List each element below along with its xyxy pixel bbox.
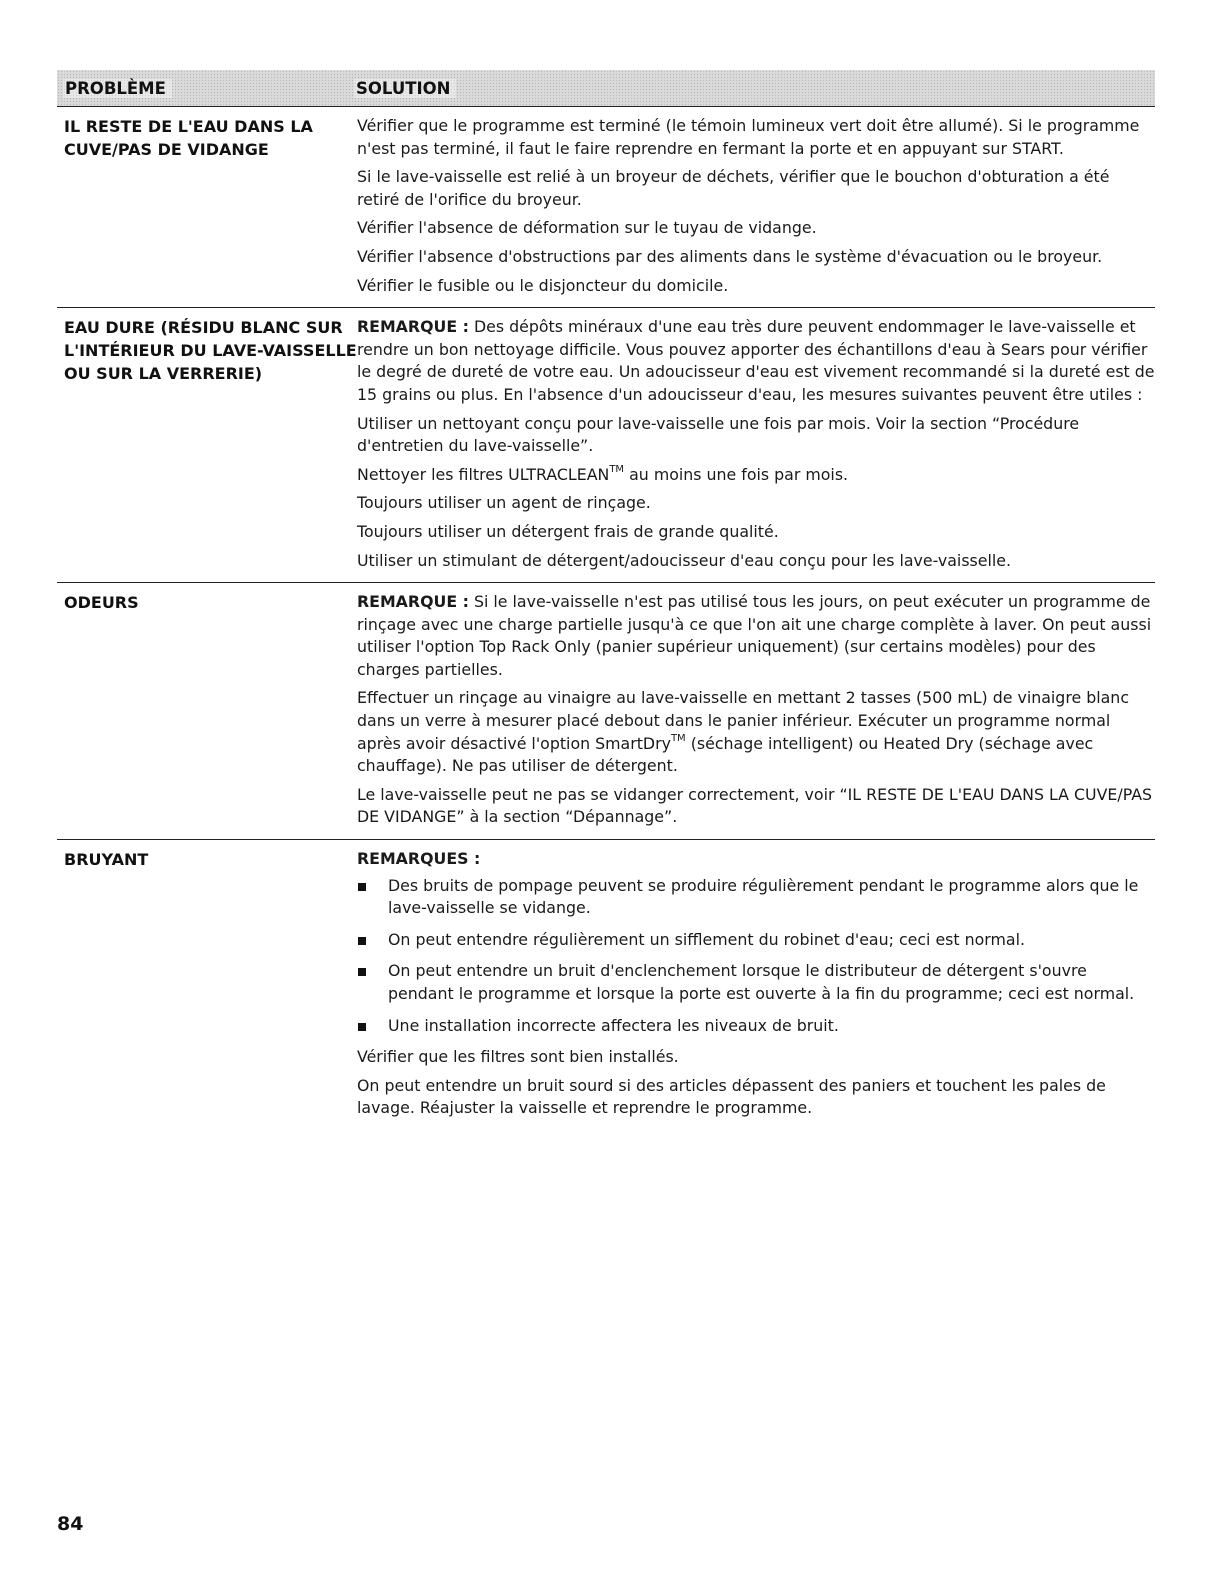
table-row (57, 308, 1155, 583)
trademark-mark: TM (609, 464, 625, 476)
solution-text: Le lave-vaisselle peut ne pas se vidanger correctement, voir “IL RESTE DE L'EAU DANS LA CUVE/PAS DE VIDANGE” à la section “Dépannage”. (357, 784, 1153, 827)
solution-cell (357, 316, 1155, 572)
list-item: On peut entendre régulièrement un sifflement du robinet d'eau; ceci est normal. (357, 929, 1155, 952)
header-problem: PROBLÈME (63, 79, 172, 98)
note-label: REMARQUE : (357, 592, 469, 612)
solution-text: Toujours utiliser un détergent frais de grande qualité. (357, 521, 779, 541)
solution-text (357, 464, 1155, 487)
solution-text: Vérifier que le programme est terminé (le témoin lumineux vert doit être allumé). Si le programme n'est pas terminé, il faut le faire reprendre en fermant la porte et en appuyant sur START. (357, 116, 1140, 158)
solution-text-part: au moins une fois par mois. (624, 464, 849, 484)
problem-cell: ODEURS (64, 593, 139, 613)
solution-cell (357, 591, 1155, 829)
solution-text-part: Nettoyer les filtres ULTRACLEAN (357, 464, 610, 484)
table-row (57, 840, 1155, 1130)
note-text: Des dépôts minéraux d'une eau très dure peuvent endommager le lave-vaisselle et rendre un bon nettoyage difficile. Vous pouvez apporter des échantillons d'eau à Sears pour vérifier le degré de dureté de votre eau. Un adoucisseur d'eau est vivement recommandé si la dureté est de 15 grains ou plus. En l'absence d'un adoucisseur d'eau, les mesures suivantes peuvent être utiles : (357, 317, 1155, 404)
trademark-mark: TM (670, 733, 686, 745)
problem-cell: BRUYANT (64, 850, 149, 870)
solution-text: Utiliser un nettoyant conçu pour lave-vaisselle une fois par mois. Voir la section “Procédure d'entretien du lave-vaisselle”. (357, 413, 1080, 456)
notes-list (357, 875, 1155, 1038)
solution-text-part: Effectuer un rinçage au vinaigre au lave-vaisselle en mettant 2 tasses (500 mL) de vinaigre blanc dans un verre à mesurer placé debout dans le panier inférieur. Exécuter un programme normal après avoir désactivé l'option SmartDry (357, 688, 1130, 753)
solution-cell (357, 848, 1155, 1120)
solution-text-part: (séchage intelligent) ou Heated Dry (séchage avec chauffage). Ne pas utiliser de détergent. (357, 733, 1094, 776)
note-text: Si le lave-vaisselle n'est pas utilisé tous les jours, on peut exécuter un programme de rinçage avec une charge partielle jusqu'à ce que l'on ait une charge complète à laver. On peut aussi utiliser l'option Top Rack Only (panier supérieur uniquement) (sur certains modèles) pour des charges partielles. (357, 592, 1152, 679)
problem-cell: IL RESTE DE L'EAU DANS LA CUVE/PAS DE VIDANGE (64, 117, 313, 159)
list-item: Une installation incorrecte affectera les niveaux de bruit. (357, 1015, 1155, 1038)
note-label: REMARQUE : (357, 317, 469, 337)
solution-text: Si le lave-vaisselle est relié à un broyeur de déchets, vérifier que le bouchon d'obturation a été retiré de l'orifice du broyeur. (357, 167, 1110, 209)
page-number: 84 (57, 1513, 84, 1535)
solution-text: Vérifier que les filtres sont bien installés. (357, 1047, 679, 1067)
troubleshooting-table (57, 70, 1155, 1130)
solution-text: Toujours utiliser un agent de rinçage. (357, 493, 651, 513)
solution-text: Vérifier l'absence d'obstructions par des aliments dans le système d'évacuation ou le broyeur. (357, 246, 1103, 266)
header-solution: SOLUTION (354, 79, 456, 98)
problem-cell: EAU DURE (RÉSIDU BLANC SUR L'INTÉRIEUR DU LAVE-VAISSELLE OU SUR LA VERRERIE) (64, 318, 357, 384)
note-paragraph (357, 316, 1155, 406)
solution-text: Vérifier le fusible ou le disjoncteur du domicile. (357, 275, 729, 295)
solution-cell (357, 115, 1155, 297)
solution-text: Utiliser un stimulant de détergent/adoucisseur d'eau conçu pour les lave-vaisselle. (357, 550, 1012, 570)
table-row (57, 583, 1155, 840)
notes-label: REMARQUES : (357, 849, 481, 869)
solution-text (357, 687, 1155, 777)
solution-text: Vérifier l'absence de déformation sur le tuyau de vidange. (357, 218, 817, 238)
table-header (57, 70, 1155, 107)
note-paragraph (357, 591, 1155, 681)
list-item: On peut entendre un bruit d'enclenchement lorsque le distributeur de détergent s'ouvre pendant le programme et lorsque la porte est ouverte à la fin du programme; ceci est normal. (357, 960, 1155, 1005)
list-item: Des bruits de pompage peuvent se produire régulièrement pendant le programme alors que le lave-vaisselle se vidange. (357, 875, 1155, 920)
table-row (57, 107, 1155, 308)
solution-text: On peut entendre un bruit sourd si des articles dépassent des paniers et touchent les pales de lavage. Réajuster la vaisselle et reprendre le programme. (357, 1075, 1106, 1118)
